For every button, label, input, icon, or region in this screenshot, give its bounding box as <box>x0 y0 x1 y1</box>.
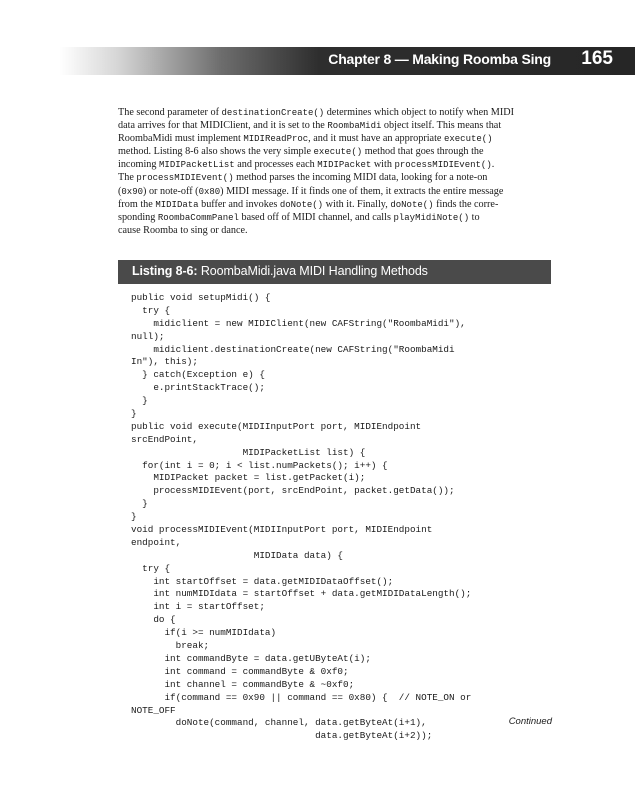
paragraph-text: from the <box>118 198 156 210</box>
code-line: } <box>131 395 148 407</box>
chapter-header-bar <box>60 47 635 75</box>
paragraph-line <box>118 132 558 145</box>
code-line: MIDIPacket packet = list.getPacket(i); <box>131 472 366 484</box>
paragraph-text: , and it must have an appropriate <box>308 133 444 145</box>
code-line: int i = startOffset; <box>131 601 265 613</box>
inline-code: RoombaCommPanel <box>157 212 239 223</box>
inline-code: doNote() <box>279 199 324 210</box>
code-line: doNote(command, channel, data.getByteAt(i+1), <box>131 717 427 729</box>
code-line: int command = commandByte & 0xf0; <box>131 665 349 677</box>
code-line: NOTE_OFF <box>131 704 176 716</box>
code-line: MIDIPacketList list) { <box>131 446 366 458</box>
code-line: do { <box>131 614 176 626</box>
paragraph-text: incoming <box>118 159 160 171</box>
paragraph-text: . <box>491 159 495 171</box>
paragraph-text: finds the corre- <box>433 198 499 210</box>
code-line: processMIDIEvent(port, srcEndPoint, packet.getData()); <box>131 485 455 497</box>
code-line: int startOffset = data.getMIDIDataOffset(); <box>131 575 394 587</box>
paragraph-text: ) MIDI message. If it finds one of them, it extracts the entire message <box>220 185 504 197</box>
inline-code: MIDIReadProc <box>243 134 309 145</box>
inline-code: MIDIData <box>155 199 199 210</box>
code-line: for(int i = 0; i < list.numPackets(); i++) { <box>131 459 388 471</box>
paragraph-text: and processes each <box>234 159 318 171</box>
paragraph-text: object itself. This means that <box>381 120 502 132</box>
inline-code: 0x90 <box>121 186 144 197</box>
paragraph-line <box>118 211 558 224</box>
paragraph-text: data arrives for that MIDIClient, and it is set to the <box>118 120 328 132</box>
paragraph-line <box>118 224 558 237</box>
paragraph-text: RoombaMidi must implement <box>118 133 244 145</box>
code-line: public void setupMidi() { <box>131 292 271 303</box>
code-line: int channel = commandByte & ~0xf0; <box>131 678 355 690</box>
paragraph-text: The <box>118 172 137 184</box>
code-line: } <box>131 498 148 510</box>
code-line: midiclient = new MIDIClient(new CAFString("RoombaMidi"), <box>131 317 466 329</box>
inline-code: playMidiNote() <box>393 212 470 223</box>
paragraph-text: determines which object to notify when MIDI <box>324 107 514 118</box>
inline-code: execute() <box>313 147 363 158</box>
code-line: if(command == 0x90 || command == 0x80) { // NOTE_ON or <box>131 691 472 703</box>
listing-label: Listing 8-6: <box>132 264 198 278</box>
code-line: MIDIData data) { <box>131 549 344 561</box>
paragraph-text: ) or note-off ( <box>143 185 199 197</box>
inline-code: processMIDIEvent() <box>394 160 492 171</box>
paragraph-text: method that goes through the <box>362 146 484 158</box>
paragraph-text: with it. Finally, <box>323 198 391 210</box>
code-line: } catch(Exception e) { <box>131 369 265 381</box>
code-line: In"), this); <box>131 356 198 368</box>
inline-code: execute() <box>443 134 493 145</box>
listing-caption: RoombaMidi.java MIDI Handling Methods <box>197 264 428 278</box>
code-line: } <box>131 511 137 523</box>
paragraph-text: to <box>469 211 480 223</box>
chapter-title: Chapter 8 — Making Roomba Sing <box>328 51 551 67</box>
inline-code: destinationCreate() <box>221 108 325 118</box>
code-line: endpoint, <box>131 536 182 548</box>
listing-title <box>132 264 428 278</box>
code-line: midiclient.destinationCreate(new CAFString("RoombaMidi <box>131 343 455 355</box>
code-line: int numMIDIdata = startOffset + data.getMIDIDataLength(); <box>131 588 472 600</box>
paragraph-line <box>118 198 558 211</box>
paragraph-line <box>118 171 558 184</box>
code-line: int commandByte = data.getUByteAt(i); <box>131 652 371 664</box>
code-line: void processMIDIEvent(MIDIInputPort port, MIDIEndpoint <box>131 524 433 536</box>
code-line: srcEndPoint, <box>131 433 198 445</box>
paragraph-text: The second parameter of <box>118 107 222 118</box>
inline-code: processMIDIEvent() <box>136 173 234 184</box>
code-line: } <box>131 408 137 420</box>
paragraph-text: method parses the incoming MIDI data, looking for a note-on <box>233 172 488 184</box>
inline-code: 0x80 <box>198 186 221 197</box>
inline-code: doNote() <box>390 199 434 210</box>
code-line: try { <box>131 304 171 316</box>
code-line: public void execute(MIDIInputPort port, MIDIEndpoint <box>131 420 422 432</box>
code-listing <box>131 292 551 743</box>
paragraph-line <box>118 119 558 132</box>
listing-title-bar <box>118 260 551 284</box>
body-paragraph <box>118 106 558 237</box>
inline-code: RoombaMidi <box>327 121 382 132</box>
paragraph-text: buffer and invokes <box>198 198 280 210</box>
code-line: break; <box>131 640 210 652</box>
inline-code: MIDIPacket <box>317 160 372 171</box>
paragraph-line <box>118 145 558 158</box>
paragraph-text: ( <box>118 185 122 197</box>
paragraph-line <box>118 185 558 198</box>
paragraph-text: cause Roomba to sing or dance. <box>118 224 248 236</box>
code-line: e.printStackTrace(); <box>131 382 265 394</box>
paragraph-line <box>118 106 558 119</box>
paragraph-text: with <box>371 159 395 171</box>
paragraph-text: method. Listing 8-6 also shows the very simple <box>118 146 314 158</box>
code-line: null); <box>131 330 165 342</box>
code-line: try { <box>131 562 171 574</box>
paragraph-text: sponding <box>118 211 158 223</box>
code-line: if(i >= numMIDIdata) <box>131 627 277 639</box>
page-number: 165 <box>581 48 613 69</box>
paragraph-text: based off of MIDI channel, and calls <box>238 211 394 223</box>
inline-code: MIDIPacketList <box>159 160 235 171</box>
paragraph-line <box>118 158 558 171</box>
continued-note: Continued <box>508 716 552 727</box>
code-line: data.getByteAt(i+2)); <box>131 730 433 742</box>
